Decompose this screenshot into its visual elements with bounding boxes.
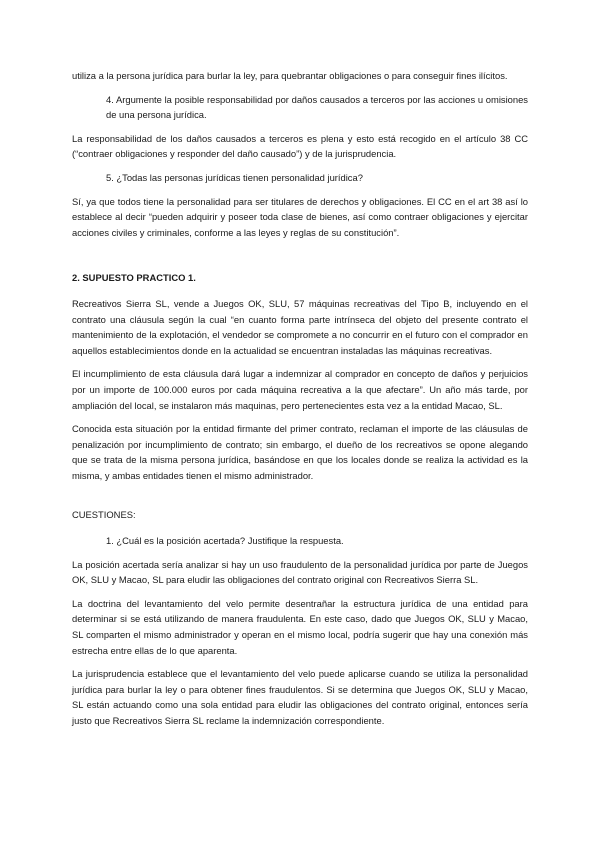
question-4: 4. Argumente la posible responsabilidad por daños causados a terceros por las acciones u omisiones de una persona jurídica.	[106, 93, 528, 121]
paragraph-fines-ilicitos: utiliza a la persona jurídica para burlar la ley, para quebrantar obligaciones o para conseguir fines ilícitos.	[72, 70, 508, 81]
case-paragraph-1: Recreativos Sierra SL, vende a Juegos OK, SLU, 57 máquinas recreativas del Tipo B, incluyendo en el contrato una cláusula según la cual “en cuanto forma parte intrínseca del objeto del presente contrato el mantenimiento de la explotación, el vendedor se compromete a no concurrir en el futuro con el comprador en aquellos establecimientos donde en la actualidad se encuentran instaladas las máquinas recreativas.	[72, 297, 528, 356]
answer-paragraph-2: La doctrina del levantamiento del velo permite desentrañar la estructura jurídica de una entidad para determinar si se está utilizando de manera fraudulenta. En este caso, dado que Juegos OK, SLU y Macao, SL comparten el mismo administrador y operan en el mismo local, podría sugerir que hay una conexión más estrecha entre ellas de lo que aparenta.	[72, 597, 528, 656]
answer-paragraph-3: La jurisprudencia establece que el levantamiento del velo puede aplicarse cuando se utiliza la personalidad jurídica para burlar la ley o para obtener fines fraudulentos. Si se determina que Juegos OK, SLU y Macao, SL están actuando como una sola entidad para eludir las obligaciones del contrato original, entonces sería justo que Recreativos Sierra SL reclame la indemnización correspondiente.	[72, 668, 528, 726]
section-heading: 2. SUPUESTO PRACTICO 1.	[72, 272, 196, 284]
case-paragraph-3: Conocida esta situación por la entidad firmante del primer contrato, reclaman el importe de las cláusulas de penalización por incumplimiento de contrato; sin embargo, el dueño de los recreativos se opone alegando que se trata de la misma persona jurídica, basándose en que los locales donde se realiza la actividad es la misma, y ambas entidades tienen el mismo administrador.	[72, 423, 528, 481]
answer-4: La responsabilidad de los daños causados a terceros es plena y esto está recogido en el artículo 38 CC (“contraer obligaciones y responder del daño causado”) y de la jurisprudencia.	[72, 132, 528, 160]
case-paragraph-2: El incumplimiento de esta cláusula dará lugar a indemnizar al comprador en concepto de daños y perjuicios por un importe de 100.000 euros por cada máquina recreativa a la que afectare”. Un año más tarde, por ampliación del local, se instalaron más maquinas, pero pertenecientes esta vez a la entidad Macao, SL.	[72, 368, 528, 411]
question-5: 5. ¿Todas las personas jurídicas tienen personalidad jurídica?	[106, 171, 363, 183]
cuestion-1: 1. ¿Cuál es la posición acertada? Justifique la respuesta.	[106, 535, 344, 547]
answer-paragraph-1: La posición acertada sería analizar si hay un uso fraudulento de la personalidad jurídica por parte de Juegos OK, SLU y Macao, SL para eludir las obligaciones del contrato original con Recreativos Sierra SL.	[72, 558, 528, 586]
answer-5: Sí, ya que todos tiene la personalidad para ser titulares de derechos y obligaciones. El CC en el art 38 así lo establece al decir “pueden adquirir y poseer toda clase de bienes, así como contraer obligaciones y ejercitar acciones civiles y criminales, conforme a las leyes y reglas de su constitución”.	[72, 195, 528, 238]
cuestiones-label: CUESTIONES:	[72, 509, 136, 521]
